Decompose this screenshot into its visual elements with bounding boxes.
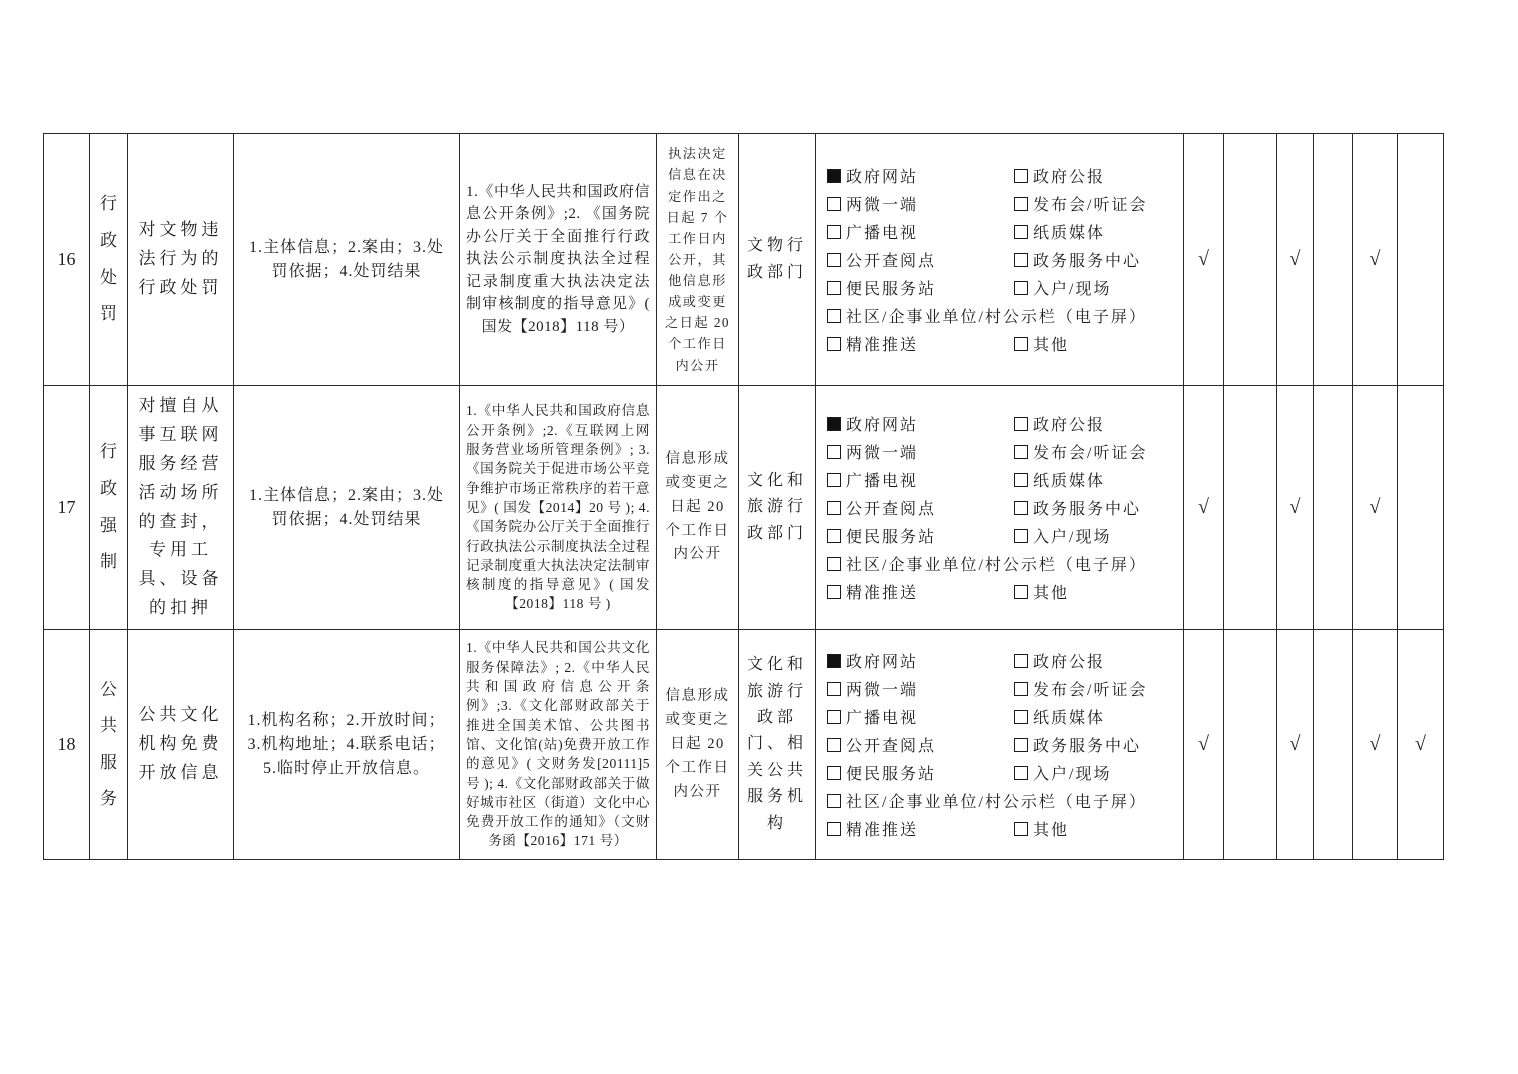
checkbox-icon: [1014, 501, 1028, 515]
channel-label: 公开查阅点: [846, 253, 937, 270]
channel-label: 两微一端: [846, 682, 919, 700]
checkbox-icon: [1014, 473, 1028, 487]
channel-label: 入户/现场: [1033, 281, 1112, 298]
channel-option: [827, 246, 1014, 274]
check-mark-cell: [1398, 386, 1444, 630]
channel-label: 广播电视: [846, 225, 919, 242]
disclosure-table: [43, 133, 1444, 860]
channels-cell: [816, 630, 1184, 860]
department-cell: 文化和旅游行政部门: [739, 386, 816, 630]
item-name-cell: 对擅自从事互联网服务经营活动场所的查封，专用工具、设备的扣押: [128, 386, 234, 630]
channel-label: 政府网站: [846, 654, 919, 672]
check-mark-cell: [1224, 134, 1277, 386]
channel-option: [1014, 647, 1177, 675]
checkbox-icon: [1014, 766, 1028, 780]
channel-option: [827, 815, 1014, 843]
checkbox-icon: [827, 529, 841, 543]
row-number: 18: [44, 630, 90, 860]
channel-option: [1014, 675, 1177, 703]
category-label: 公共服务: [99, 679, 117, 809]
checkbox-icon: [1014, 417, 1028, 431]
checkbox-icon: [1014, 738, 1028, 752]
content-cell: 1.机构名称；2.开放时间；3.机构地址；4.联系电话；5.临时停止开放信息。: [234, 630, 460, 860]
channel-label: 纸质媒体: [1033, 225, 1106, 242]
checkbox-icon: [827, 766, 841, 780]
checkbox-icon: [1014, 585, 1028, 599]
legal-basis-cell: 1.《中华人民共和国政府信息公开条例》;2.《互联网上网服务营业场所管理条例》; 3. 《国务院关于促进市场公平竞争维护市场正常秩序的若干意见》( 国发【2014】20 号 ); 4.《国务院办公厅关于全面推行行政执法公示制度执法全过程记录制度重大执法决定法制审核制度的指导意见》( 国发【2018】118 号 ): [460, 386, 657, 630]
channel-label: 发布会/听证会: [1033, 197, 1148, 214]
checkbox-icon: [1014, 529, 1028, 543]
channel-label: 广播电视: [846, 710, 919, 728]
channel-option: [827, 703, 1014, 731]
channel-list: [827, 410, 1177, 606]
channel-option: [827, 759, 1014, 787]
checkbox-icon: [1014, 337, 1028, 351]
checkbox-icon: [827, 557, 841, 571]
channel-option: [1014, 410, 1177, 438]
checkbox-icon: [1014, 253, 1028, 267]
channel-option: [1014, 522, 1177, 550]
check-mark-cell: √: [1277, 134, 1314, 386]
channel-option: [827, 438, 1014, 466]
channel-option: [827, 731, 1014, 759]
checkbox-icon: [827, 445, 841, 459]
checkbox-icon: [827, 473, 841, 487]
checkbox-icon: [827, 654, 841, 668]
department-cell: 文物行政部门: [739, 134, 816, 386]
channel-option: [827, 330, 1014, 358]
channel-option: [1014, 494, 1177, 522]
timing-cell: 执法决定信息在决定作出之日起 7 个工作日内公开，其他信息形成或变更之日起 20 个工作日内公开: [657, 134, 739, 386]
checkbox-icon: [827, 337, 841, 351]
check-mark-cell: [1224, 630, 1277, 860]
channel-label: 便民服务站: [846, 281, 937, 298]
checkbox-icon: [827, 281, 841, 295]
channel-option: [1014, 759, 1177, 787]
checkbox-icon: [827, 309, 841, 323]
check-mark-cell: [1314, 386, 1353, 630]
check-mark-cell: √: [1184, 134, 1224, 386]
checkbox-icon: [827, 585, 841, 599]
check-mark-cell: √: [1353, 386, 1398, 630]
timing-cell: 信息形成或变更之日起 20 个工作日内公开: [657, 630, 739, 860]
category-cell: [90, 386, 128, 630]
content-cell: 1.主体信息；2.案由；3.处罚依据；4.处罚结果: [234, 386, 460, 630]
channel-option: [1014, 246, 1177, 274]
row-number: 17: [44, 386, 90, 630]
check-mark-cell: √: [1353, 134, 1398, 386]
checkbox-icon: [827, 253, 841, 267]
check-mark-cell: [1224, 386, 1277, 630]
channel-option: [827, 410, 1014, 438]
table-row: [44, 134, 1444, 386]
checkbox-icon: [827, 169, 841, 183]
channel-option: [827, 787, 1177, 815]
channel-label: 入户/现场: [1033, 529, 1112, 547]
checkbox-icon: [827, 710, 841, 724]
channel-label: 社区/企事业单位/村公示栏（电子屏）: [846, 309, 1147, 326]
channel-option: [1014, 731, 1177, 759]
channel-label: 社区/企事业单位/村公示栏（电子屏）: [846, 557, 1147, 575]
channel-label: 纸质媒体: [1033, 710, 1106, 728]
check-mark-cell: √: [1184, 386, 1224, 630]
checkbox-icon: [1014, 281, 1028, 295]
checkbox-icon: [1014, 710, 1028, 724]
channel-option: [827, 550, 1177, 578]
channel-label: 发布会/听证会: [1033, 682, 1148, 700]
legal-basis-cell: 1.《中华人民共和国政府信息公开条例》;2. 《国务院办公厅关于全面推行行政执法公示制度执法全过程记录制度重大执法决定法制审核制度的指导意见》( 国发【2018】118 号）: [460, 134, 657, 386]
category-label: 行政强制: [99, 442, 117, 572]
channel-option: [1014, 274, 1177, 302]
department-cell: 文化和旅游行政部门、相关公共服务机构: [739, 630, 816, 860]
channel-label: 政府公报: [1033, 654, 1106, 672]
channel-label: 两微一端: [846, 445, 919, 463]
channel-label: 入户/现场: [1033, 766, 1112, 784]
item-name-cell: 公共文化机构免费开放信息: [128, 630, 234, 860]
channel-option: [827, 190, 1014, 218]
checkbox-icon: [1014, 225, 1028, 239]
channel-label: 便民服务站: [846, 766, 937, 784]
checkbox-icon: [827, 225, 841, 239]
checkbox-icon: [827, 794, 841, 808]
channel-option: [1014, 703, 1177, 731]
channel-option: [1014, 438, 1177, 466]
check-mark-cell: √: [1277, 386, 1314, 630]
channel-option: [1014, 466, 1177, 494]
check-mark-cell: [1314, 134, 1353, 386]
channel-option: [1014, 815, 1177, 843]
channel-label: 政务服务中心: [1033, 253, 1142, 270]
checkbox-icon: [1014, 445, 1028, 459]
channel-option: [827, 302, 1177, 330]
channel-label: 政务服务中心: [1033, 501, 1142, 519]
check-mark-cell: √: [1353, 630, 1398, 860]
channel-label: 精准推送: [846, 822, 919, 840]
item-name-cell: 对文物违法行为的行政处罚: [128, 134, 234, 386]
channel-label: 精准推送: [846, 585, 919, 603]
check-mark-cell: [1398, 134, 1444, 386]
channel-label: 发布会/听证会: [1033, 445, 1148, 463]
channel-option: [827, 218, 1014, 246]
check-mark-cell: √: [1184, 630, 1224, 860]
legal-basis-cell: 1.《中华人民共和国公共文化服务保障法》; 2.《中华人民共和国政府信息公开条例》;3.《文化部财政部关于推进全国美术馆、公共图书馆、文化馆(站)免费开放工作的意见》( 文财务发[20111]5 号 ); 4.《文化部财政部关于做好城市社区（街道）文化中心免费开放工作的通知》（文财务函【2016】171 号）: [460, 630, 657, 860]
channel-label: 其他: [1033, 822, 1070, 840]
channel-option: [1014, 162, 1177, 190]
checkbox-icon: [827, 822, 841, 836]
checkbox-icon: [1014, 654, 1028, 668]
checkbox-icon: [827, 682, 841, 696]
channel-list: [827, 162, 1177, 358]
channel-label: 广播电视: [846, 473, 919, 491]
content-cell: 1.主体信息；2.案由；3.处罚依据；4.处罚结果: [234, 134, 460, 386]
channel-option: [827, 494, 1014, 522]
check-mark-cell: √: [1277, 630, 1314, 860]
channel-label: 社区/企事业单位/村公示栏（电子屏）: [846, 794, 1147, 812]
channel-label: 政府公报: [1033, 169, 1106, 186]
checkbox-icon: [1014, 822, 1028, 836]
checkbox-icon: [827, 417, 841, 431]
category-label: 行政处罚: [99, 194, 117, 324]
channel-label: 精准推送: [846, 337, 919, 354]
channel-label: 其他: [1033, 585, 1070, 603]
channel-label: 公开查阅点: [846, 738, 937, 756]
category-cell: [90, 134, 128, 386]
channel-option: [1014, 330, 1177, 358]
timing-cell: 信息形成或变更之日起 20 个工作日内公开: [657, 386, 739, 630]
checkbox-icon: [1014, 169, 1028, 183]
channel-label: 纸质媒体: [1033, 473, 1106, 491]
channel-option: [1014, 578, 1177, 606]
channel-option: [827, 274, 1014, 302]
channel-label: 两微一端: [846, 197, 919, 214]
channel-label: 政府公报: [1033, 417, 1106, 435]
channels-cell: [816, 386, 1184, 630]
channel-option: [827, 578, 1014, 606]
channel-label: 政府网站: [846, 417, 919, 435]
channel-option: [1014, 218, 1177, 246]
channel-option: [827, 675, 1014, 703]
channel-label: 政府网站: [846, 169, 919, 186]
channel-option: [1014, 190, 1177, 218]
channel-label: 便民服务站: [846, 529, 937, 547]
channel-label: 政务服务中心: [1033, 738, 1142, 756]
table-row: [44, 386, 1444, 630]
row-number: 16: [44, 134, 90, 386]
checkbox-icon: [827, 738, 841, 752]
channels-cell: [816, 134, 1184, 386]
channel-label: 公开查阅点: [846, 501, 937, 519]
channel-option: [827, 162, 1014, 190]
channel-list: [827, 647, 1177, 843]
table-row: [44, 630, 1444, 860]
channel-label: 其他: [1033, 337, 1070, 354]
checkbox-icon: [1014, 682, 1028, 696]
category-cell: [90, 630, 128, 860]
checkbox-icon: [1014, 197, 1028, 211]
channel-option: [827, 466, 1014, 494]
check-mark-cell: [1314, 630, 1353, 860]
checkbox-icon: [827, 197, 841, 211]
channel-option: [827, 522, 1014, 550]
channel-option: [827, 647, 1014, 675]
checkbox-icon: [827, 501, 841, 515]
check-mark-cell: √: [1398, 630, 1444, 860]
